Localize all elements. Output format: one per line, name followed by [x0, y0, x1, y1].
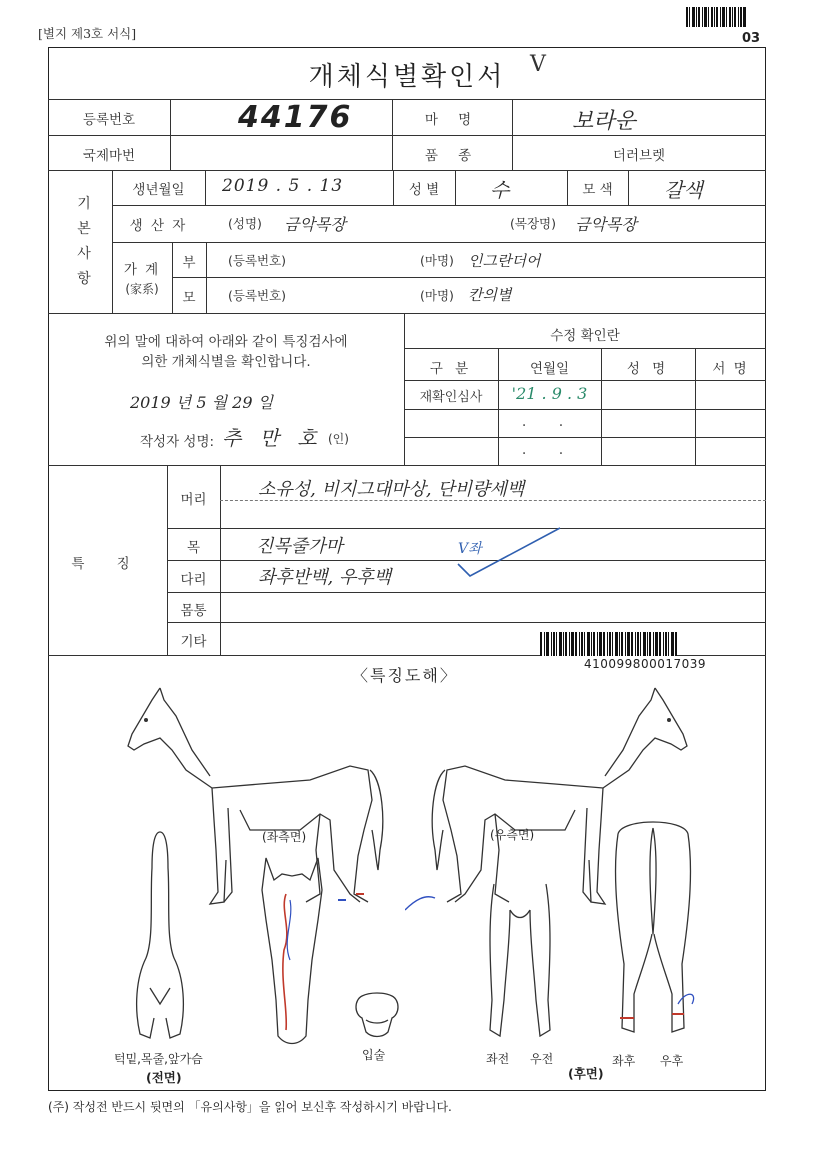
dam-name-label: (마명) [420, 288, 454, 303]
left-hind-label: 좌후 [612, 1054, 636, 1068]
color-value: 갈색 [664, 178, 703, 202]
right-side-label: (우측면) [490, 828, 535, 842]
head-value: 소유성, 비지그대마상, 단비량세백 [258, 479, 525, 500]
horse-front-drawing [120, 828, 200, 1058]
dam-name-value: 칸의별 [468, 286, 512, 304]
pedigree-hanja: (家系) [125, 282, 159, 296]
document-title: 개체식별확인서 [308, 62, 506, 92]
sire-label: 부 [182, 255, 196, 271]
basic-section-char: 본 [77, 221, 91, 237]
producer-name-value: 금악목장 [284, 215, 346, 234]
farm-label: (목장명) [510, 216, 556, 231]
revision-row-date: . . [521, 414, 578, 430]
revision-header-date: 연월일 [529, 361, 570, 377]
sire-reg-label: (등록번호) [228, 253, 287, 268]
top-barcode [686, 7, 764, 27]
document-barcode [540, 632, 734, 656]
pedigree-label: 가 계 [123, 262, 161, 278]
confirm-statement-line1: 위의 말에 대하여 아래와 같이 특징검사에 [104, 334, 348, 350]
writer-label: 작성자 성명: [140, 434, 215, 450]
rear-label: (후면) [568, 1066, 604, 1081]
front-caption: 턱밑,목줄,앞가슴 [114, 1052, 203, 1066]
basic-section-char: 기 [77, 196, 91, 212]
left-front-label: 좌전 [486, 1052, 510, 1066]
sex-value: 수 [490, 178, 510, 202]
head-label: 머리 [180, 492, 207, 508]
form-number-label: [별지 제3호 서식] [38, 26, 137, 41]
revision-row-date: '21 . 9 . 3 [511, 384, 588, 403]
dam-label: 모 [182, 290, 196, 306]
right-hind-label: 우후 [660, 1054, 684, 1068]
neck-mark-stroke [440, 520, 570, 580]
reg-no-label: 등록번호 [82, 112, 136, 128]
neck-value: 진목줄가마 [256, 536, 343, 557]
birth-value: 2019 . 5 . 13 [222, 176, 344, 196]
dam-reg-label: (등록번호) [228, 288, 287, 303]
horse-muzzle-drawing [352, 990, 402, 1040]
breed-label: 품 종 [424, 148, 480, 164]
features-section-label: 특 징 [71, 556, 144, 572]
horse-head-drawing [252, 850, 332, 1050]
sire-name-label: (마명) [420, 253, 454, 268]
sex-label: 성 별 [408, 182, 440, 198]
other-label: 기타 [180, 634, 207, 650]
confirm-statement-line2: 의한 개체식별을 확인합니다. [141, 354, 311, 370]
page-number: 03 [742, 31, 761, 46]
horse-name-value: 보라운 [572, 109, 636, 134]
confirm-date: 2019 년 5 월 29 일 [130, 393, 274, 412]
seal-label: (인) [328, 432, 349, 446]
right-front-label: 우전 [530, 1052, 554, 1066]
revision-row-date: . . [521, 442, 578, 458]
body-label: 몸통 [180, 603, 207, 619]
neck-label: 목 [186, 540, 201, 556]
basic-section-char: 사 [77, 246, 91, 262]
writer-name: 추 만 호 [222, 426, 323, 450]
legs-value: 좌후반백, 우후백 [258, 567, 392, 588]
reg-no-value: 44176 [238, 100, 353, 135]
footer-note: (주) 작성전 반드시 뒷면의 「유의사항」을 읽어 보신후 작성하시기 바랍니다. [48, 1100, 452, 1114]
sire-name-value: 인그란더어 [468, 252, 541, 270]
revision-title: 수정 확인란 [550, 328, 620, 344]
producer-label: 생 산 자 [129, 218, 188, 234]
muzzle-label: 입술 [362, 1048, 386, 1062]
front-label: (전면) [146, 1070, 182, 1085]
legs-label: 다리 [180, 572, 207, 588]
horse-front-legs-drawing [480, 880, 560, 1050]
diagram-title: 〈특징도해〉 [352, 666, 458, 685]
breed-value: 더러브렛 [612, 148, 666, 164]
barcode-number: 410099800017039 [584, 657, 707, 671]
color-label: 모 색 [582, 182, 613, 198]
horse-name-label: 마 명 [424, 112, 480, 128]
horse-rear-drawing [608, 814, 698, 1050]
intl-no-label: 국제마번 [82, 148, 136, 164]
neck-mark: V좌 [458, 541, 482, 557]
basic-section-char: 항 [77, 271, 91, 287]
left-side-label: (좌측면) [262, 830, 307, 844]
title-check-mark: V [530, 52, 546, 77]
farm-value: 금악목장 [575, 215, 637, 234]
revision-header-name: 성 명 [626, 361, 670, 377]
revision-header-sign: 서 명 [712, 361, 749, 377]
birth-label: 생년월일 [132, 182, 185, 198]
producer-name-label: (성명) [228, 216, 262, 231]
basic-section-label [74, 192, 94, 292]
revision-row-category: 재확인심사 [419, 390, 483, 405]
revision-header-category: 구 분 [429, 361, 473, 377]
